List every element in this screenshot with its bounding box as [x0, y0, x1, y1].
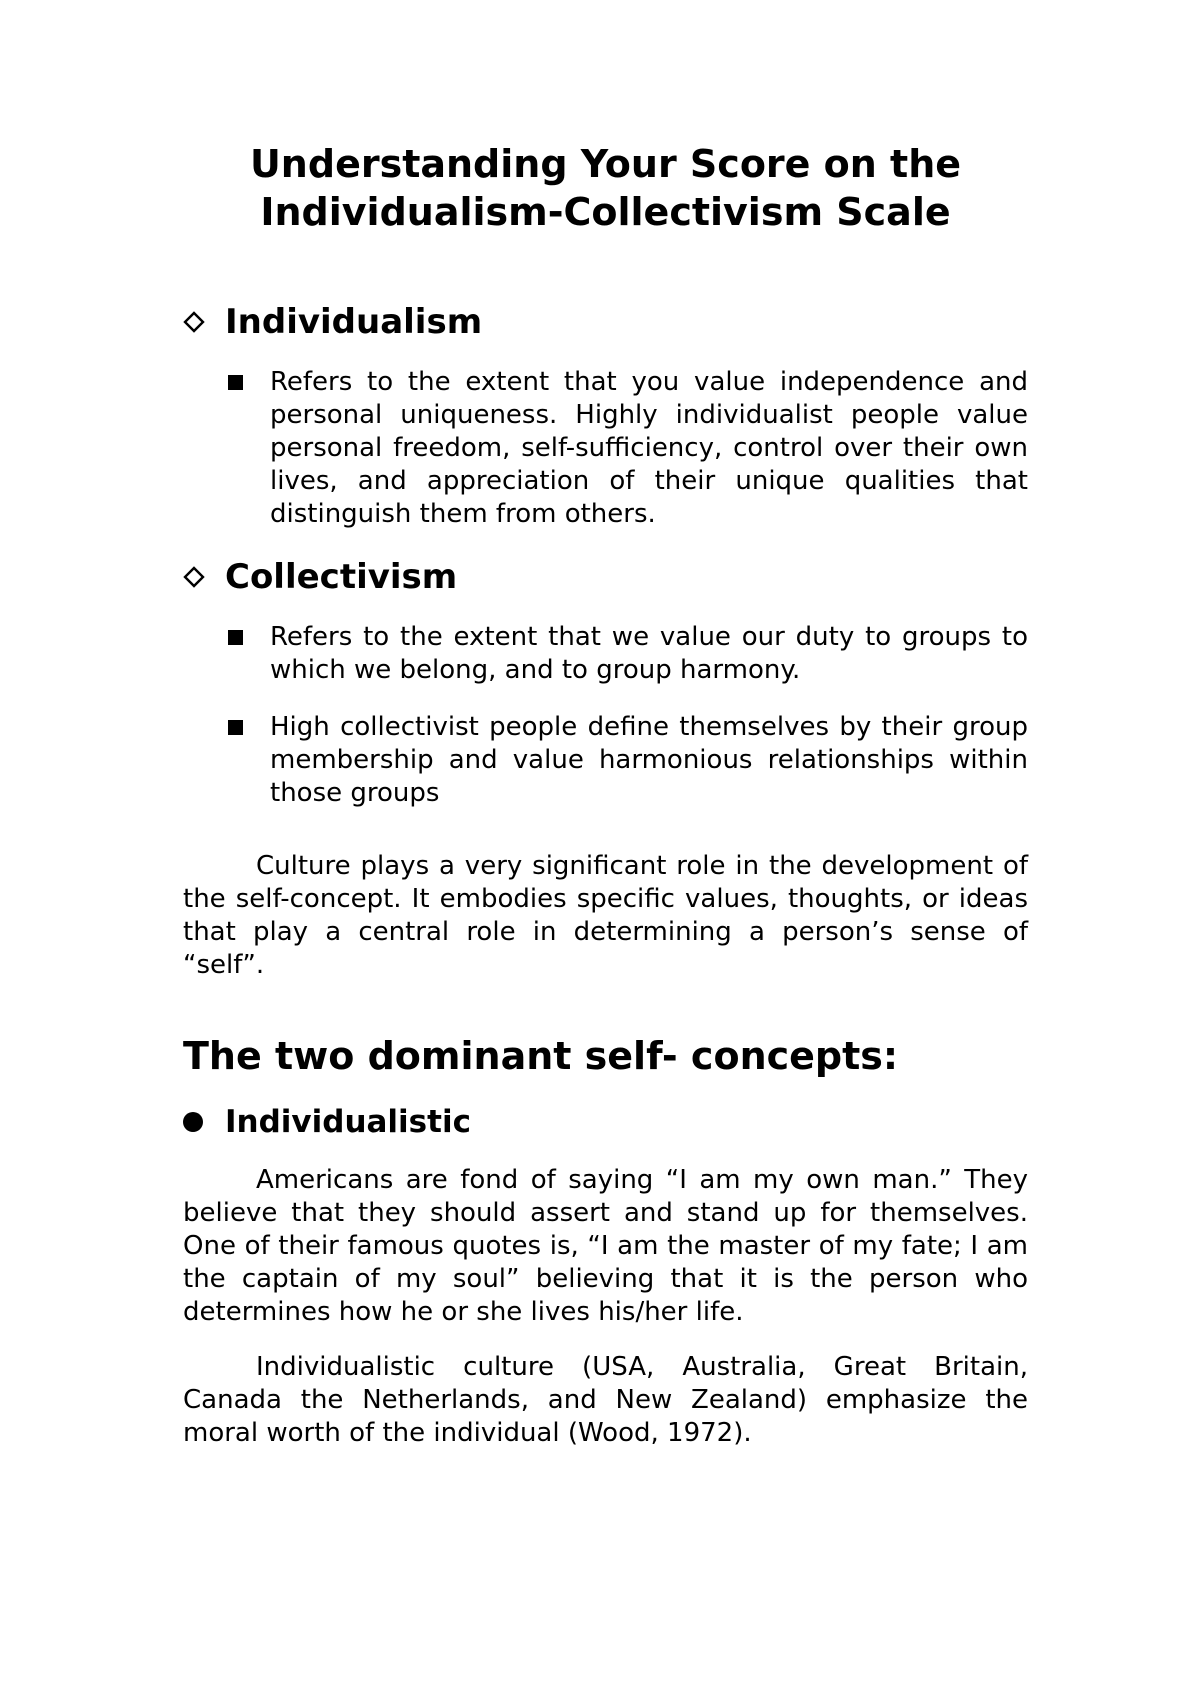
list-item-text: Refers to the extent that you value independence and personal uniqueness. Highly individualist people value personal freedom, self-sufficiency, control over their own lives, and appreciation of their unique qualities that distinguish them from others. — [270, 367, 1028, 529]
list-item-text: Refers to the extent that we value our duty to groups to which we belong, and to group harmony. — [270, 622, 1028, 685]
square-bullet-icon — [183, 621, 270, 687]
list-item — [183, 711, 1028, 810]
culture-paragraph: Culture plays a very significant role in the development of the self-concept. It embodies specific values, thoughts, or ideas that play a central role in determining a person’s sense of “self”. — [183, 851, 1028, 980]
section-collectivism — [183, 555, 1028, 810]
diamond-outline-icon — [183, 311, 225, 333]
filled-circle-icon — [183, 1112, 225, 1132]
diamond-outline-icon — [183, 566, 225, 588]
section-heading-individualism — [183, 300, 1028, 344]
list-item — [183, 621, 1028, 687]
document-title — [183, 140, 1028, 236]
section-heading-label: Collectivism — [225, 557, 458, 597]
individualistic-heading-label: Individualistic — [225, 1104, 471, 1140]
document-page — [183, 140, 1028, 1450]
individualistic-paragraph: Individualistic culture (USA, Australia, Great Britain, Canada the Netherlands, and New Zealand) emphasize the moral worth of the individual (Wood, 1972). — [183, 1352, 1028, 1448]
dominant-self-concepts-heading: The two dominant self- concepts: — [183, 1034, 899, 1078]
square-bullet-icon — [183, 711, 270, 810]
title-line-2: Individualism-Collectivism Scale — [260, 190, 951, 234]
individualistic-paragraph: Americans are fond of saying “I am my own man.” They believe that they should assert and stand up for themselves. One of their famous quotes is, “I am the master of my fate; I am the captain of my soul” believing that it is the person who determines how he or she lives his/her life. — [183, 1165, 1028, 1327]
section-individualism — [183, 300, 1028, 531]
section-heading-collectivism — [183, 555, 1028, 599]
individualistic-heading — [183, 1102, 1028, 1142]
list-item-text: High collectivist people define themselves by their group membership and value harmonious relationships within those groups — [270, 712, 1028, 808]
title-line-1: Understanding Your Score on the — [249, 142, 962, 186]
square-bullet-icon — [183, 366, 270, 531]
list-item — [183, 366, 1028, 531]
section-heading-label: Individualism — [225, 302, 483, 342]
